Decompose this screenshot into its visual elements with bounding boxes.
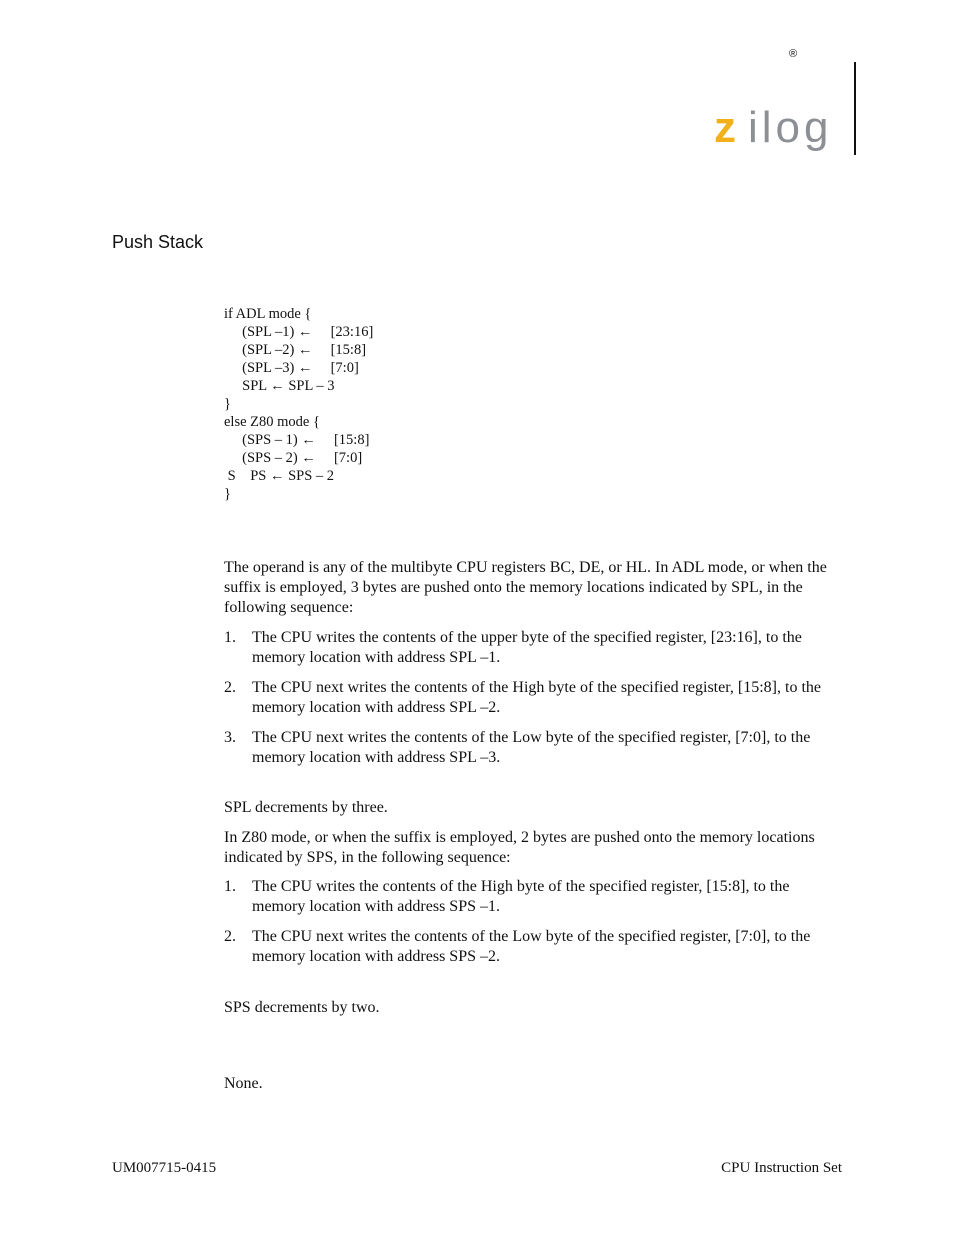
footer-doc-id: UM007715-0415	[112, 1160, 217, 1176]
code-line: else Z80 mode {	[224, 414, 320, 430]
adl-result: SPL decrements by three.	[224, 799, 388, 816]
section-title: Push Stack	[112, 232, 204, 252]
code-line: SPL ← SPL – 3	[224, 378, 335, 394]
step-text: The CPU writes the contents of the High byte of the specified register, [15:8], to the memory location with address SPS –1.	[252, 878, 790, 915]
step-number: 2.	[224, 679, 236, 696]
code-line: (SPL –2) ← [15:8]	[224, 342, 367, 358]
z80-result: SPS decrements by two.	[224, 999, 380, 1016]
flags-text: None.	[224, 1075, 263, 1092]
code-line: }	[224, 396, 231, 412]
step-number: 3.	[224, 729, 236, 746]
step-text: The CPU next writes the contents of the Low byte of the specified register, [7:0], to the memory location with address SPS –2.	[252, 928, 811, 965]
svg-text:z: z	[714, 106, 736, 152]
step-text: The CPU next writes the contents of the High byte of the specified register, [15:8], to the memory location with address SPL –2.	[252, 679, 821, 716]
code-line: (SPL –3) ← [7:0]	[224, 360, 359, 376]
code-line: if ADL mode {	[224, 306, 312, 322]
description-intro: The operand is any of the multibyte CPU registers BC, DE, or HL. In ADL mode, or when the suffix is employed, 3 bytes are pushed onto the memory locations indicated by SPL, in the following sequence:	[224, 559, 827, 616]
code-line: (SPL –1) ← [23:16]	[224, 324, 374, 340]
code-line: S PS ← SPS – 2	[224, 468, 335, 484]
step-text: The CPU next writes the contents of the Low byte of the specified register, [7:0], to the memory location with address SPL –3.	[252, 729, 811, 766]
step-number: 2.	[224, 928, 236, 945]
step-text: The CPU writes the contents of the upper byte of the specified register, [23:16], to the memory location with address SPL –1.	[252, 629, 802, 666]
header-divider	[854, 62, 856, 155]
step-number: 1.	[224, 629, 236, 646]
step-number: 1.	[224, 878, 236, 895]
code-line: }	[224, 486, 231, 502]
footer-section: CPU Instruction Set	[721, 1160, 842, 1176]
svg-text:ilog: ilog	[748, 106, 833, 152]
z80-intro: In Z80 mode, or when the suffix is employed, 2 bytes are pushed onto the memory locations indicated by SPS, in the following sequence:	[224, 829, 815, 866]
registered-mark: ®	[789, 48, 798, 60]
zilog-logo	[714, 106, 844, 158]
code-line: (SPS – 1) ← [15:8]	[224, 432, 370, 448]
code-line: (SPS – 2) ← [7:0]	[224, 450, 363, 466]
